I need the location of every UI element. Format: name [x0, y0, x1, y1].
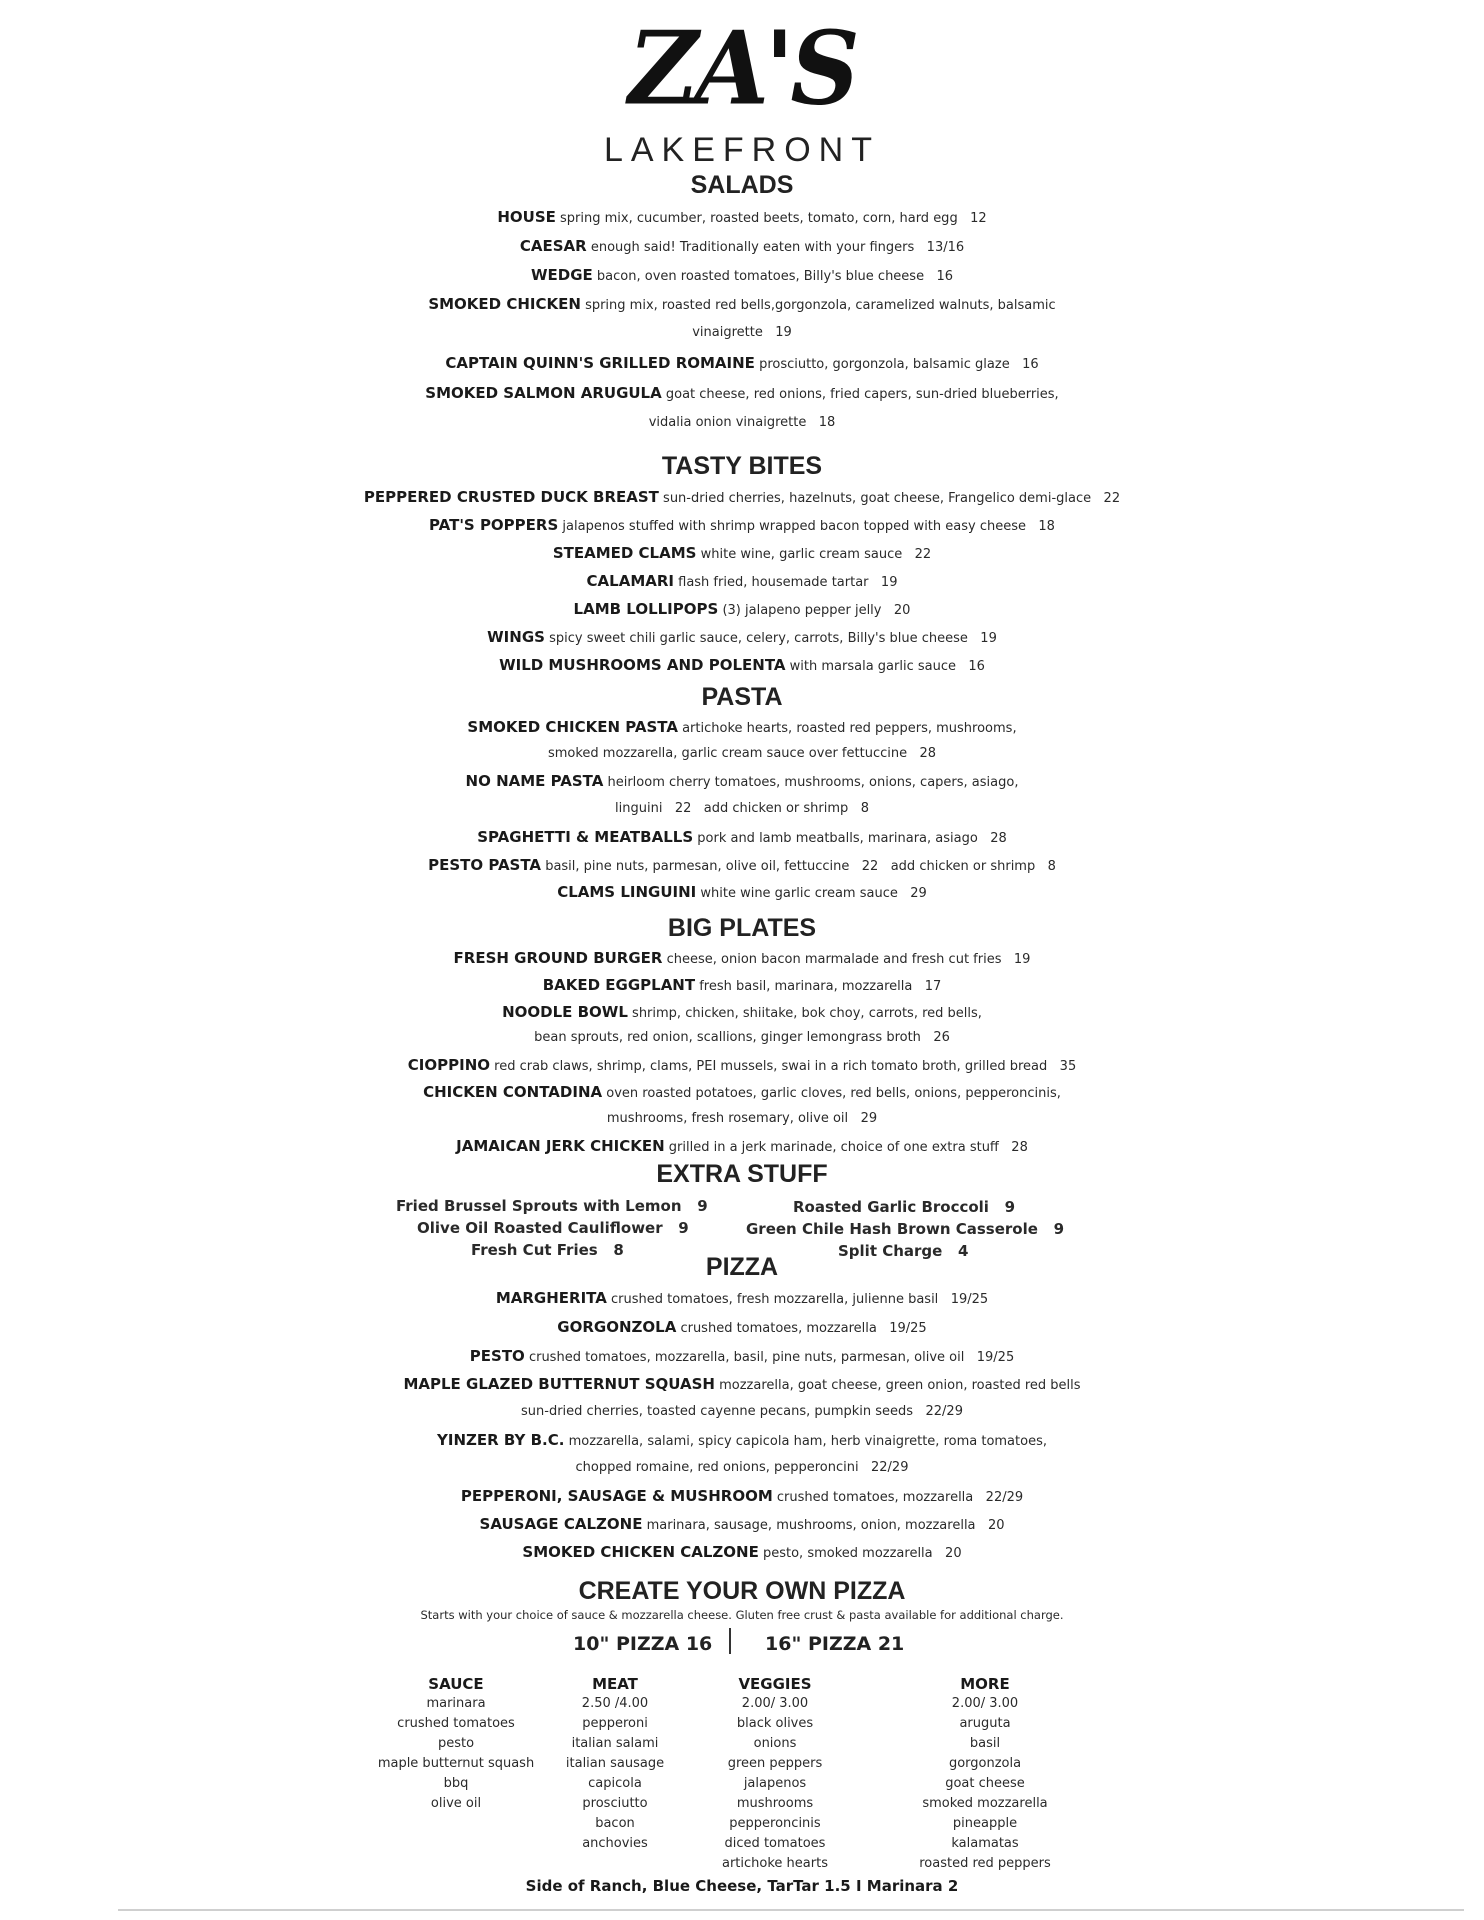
veggies-option: black olives [736, 1716, 814, 1731]
menu-item: STEAMED CLAMS white wine, garlic cream sauce 22 [552, 544, 932, 562]
meat-price: 2.50 /4.00 [581, 1696, 649, 1711]
menu-item: PAT'S POPPERS jalapenos stuffed with shrimp wrapped bacon topped with easy cheese 18 [429, 516, 1055, 534]
menu-item: PEPPERONI, SAUSAGE & MUSHROOM crushed tomatoes, mozzarella 22/29 [460, 1487, 1024, 1505]
menu-item-cont: bean sprouts, red onion, scallions, ginger lemongrass broth 26 [534, 1030, 950, 1045]
veggies-option: onions [753, 1736, 797, 1751]
create-pizza-heading: CREATE YOUR OWN PIZZA [578, 1577, 906, 1605]
menu-item-cont: mushrooms, fresh rosemary, olive oil 29 [606, 1111, 878, 1126]
menu-item: FRESH GROUND BURGER cheese, onion bacon marmalade and fresh cut fries 19 [453, 949, 1031, 967]
large-pizza-size: 16" PIZZA 21 [765, 1633, 905, 1655]
menu-item-cont: smoked mozzarella, garlic cream sauce over fettuccine 28 [547, 746, 937, 761]
menu-item-cont: linguini 22 add chicken or shrimp 8 [615, 801, 869, 816]
more-column [900, 1674, 1070, 1874]
menu-item: HOUSE spring mix, cucumber, roasted beets, tomato, corn, hard egg 12 [497, 208, 987, 226]
restaurant-tagline: LAKEFRONT [603, 131, 881, 169]
sauce-option: maple butternut squash [377, 1756, 535, 1771]
menu-item-cont: sun-dried cherries, toasted cayenne pecans, pumpkin seeds 22/29 [521, 1404, 963, 1419]
meat-header: MEAT [592, 1675, 638, 1693]
sides-footer: Side of Ranch, Blue Cheese, TarTar 1.5 I Marinara 2 [525, 1877, 959, 1895]
veggies-option: mushrooms [736, 1796, 814, 1811]
meat-option: pepperoni [582, 1716, 648, 1731]
veggies-option: green peppers [727, 1756, 823, 1771]
small-pizza-size: 10" PIZZA 16 [573, 1633, 713, 1655]
menu-item: WEDGE bacon, oven roasted tomatoes, Billy's blue cheese 16 [530, 266, 954, 284]
salads-heading: SALADS [690, 171, 794, 199]
menu-item: PEPPERED CRUSTED DUCK BREAST sun-dried cherries, hazelnuts, goat cheese, Frangelico demi-glace 22 [363, 488, 1121, 506]
veggies-price: 2.00/ 3.00 [741, 1696, 809, 1711]
extra-item: Fried Brussel Sprouts with Lemon 9 [396, 1197, 708, 1215]
menu-item-cont: vidalia onion vinaigrette 18 [648, 415, 836, 430]
menu-item: YINZER BY B.C. mozzarella, salami, spicy capicola ham, herb vinaigrette, roma tomatoes, [437, 1431, 1047, 1449]
more-price: 2.00/ 3.00 [951, 1696, 1019, 1711]
extra-stuff-heading: EXTRA STUFF [656, 1160, 828, 1188]
meat-option: prosciutto [582, 1796, 648, 1811]
sauce-option: pesto [437, 1736, 475, 1751]
extra-item: Split Charge 4 [838, 1242, 969, 1260]
menu-item: NOODLE BOWL shrimp, chicken, shiitake, bok choy, carrots, red bells, [502, 1003, 982, 1021]
menu-item: NO NAME PASTA heirloom cherry tomatoes, mushrooms, onions, capers, asiago, [465, 772, 1019, 790]
meat-option: italian salami [571, 1736, 659, 1751]
menu-item: CLAMS LINGUINI white wine garlic cream sauce 29 [557, 883, 927, 901]
more-option: roasted red peppers [919, 1856, 1051, 1871]
meat-column [555, 1674, 675, 1854]
menu-item: PESTO crushed tomatoes, mozzarella, basil, pine nuts, parmesan, olive oil 19/25 [469, 1347, 1015, 1365]
menu-item: LAMB LOLLIPOPS (3) jalapeno pepper jelly 20 [573, 600, 911, 618]
meat-option: italian sausage [565, 1756, 665, 1771]
menu-item: SMOKED CHICKEN CALZONE pesto, smoked mozzarella 20 [522, 1543, 962, 1561]
menu-item: GORGONZOLA crushed tomatoes, mozzarella 19/25 [557, 1318, 927, 1336]
menu-item: BAKED EGGPLANT fresh basil, marinara, mozzarella 17 [542, 976, 942, 994]
more-option: kalamatas [951, 1836, 1019, 1851]
menu-item: MAPLE GLAZED BUTTERNUT SQUASH mozzarella, goat cheese, green onion, roasted red bells [403, 1375, 1081, 1393]
veggies-column [710, 1674, 840, 1874]
menu-item: CAESAR enough said! Traditionally eaten with your fingers 13/16 [519, 237, 965, 255]
menu-item: WILD MUSHROOMS AND POLENTA with marsala garlic sauce 16 [499, 656, 985, 674]
scan-edge-divider [118, 1909, 1464, 1911]
extra-item: Fresh Cut Fries 8 [471, 1241, 624, 1259]
extra-item: Green Chile Hash Brown Casserole 9 [746, 1220, 1065, 1238]
veggies-header: VEGGIES [738, 1675, 812, 1693]
more-option: smoked mozzarella [922, 1796, 1048, 1811]
menu-item-cont: vinaigrette 19 [692, 325, 792, 340]
sauce-column [366, 1674, 546, 1814]
menu-item: SMOKED SALMON ARUGULA goat cheese, red onions, fried capers, sun-dried blueberries, [425, 384, 1059, 402]
create-pizza-note: Starts with your choice of sauce & mozzarella cheese. Gluten free crust & pasta available for additional charge. [420, 1608, 1064, 1622]
menu-item: SAUSAGE CALZONE marinara, sausage, mushrooms, onion, mozzarella 20 [479, 1515, 1005, 1533]
size-divider [729, 1628, 731, 1654]
sauce-option: marinara [426, 1696, 486, 1711]
meat-option: capicola [588, 1776, 642, 1791]
more-option: gorgonzola [948, 1756, 1022, 1771]
menu-item: CIOPPINO red crab claws, shrimp, clams, PEI mussels, swai in a rich tomato broth, grilled bread 35 [407, 1056, 1077, 1074]
menu-item: CALAMARI flash fried, housemade tartar 19 [586, 572, 898, 590]
more-option: basil [969, 1736, 1001, 1751]
menu-item: SMOKED CHICKEN PASTA artichoke hearts, roasted red peppers, mushrooms, [467, 718, 1017, 736]
sauce-option: bbq [443, 1776, 469, 1791]
more-option: pineapple [952, 1816, 1018, 1831]
menu-item: SMOKED CHICKEN spring mix, roasted red bells,gorgonzola, caramelized walnuts, balsamic [428, 295, 1056, 313]
meat-option: bacon [595, 1816, 635, 1831]
sauce-header: SAUCE [428, 1675, 484, 1693]
tasty-bites-heading: TASTY BITES [661, 452, 823, 480]
pizza-heading: PIZZA [705, 1253, 779, 1281]
veggies-option: jalapenos [743, 1776, 807, 1791]
meat-option: anchovies [582, 1836, 648, 1851]
more-header: MORE [960, 1675, 1010, 1693]
menu-item: SPAGHETTI & MEATBALLS pork and lamb meatballs, marinara, asiago 28 [477, 828, 1007, 846]
menu-item: WINGS spicy sweet chili garlic sauce, celery, carrots, Billy's blue cheese 19 [487, 628, 997, 646]
menu-item: PESTO PASTA basil, pine nuts, parmesan, olive oil, fettuccine 22 add chicken or shrimp 8 [428, 856, 1056, 874]
veggies-option: pepperoncinis [729, 1816, 821, 1831]
menu-item: JAMAICAN JERK CHICKEN grilled in a jerk marinade, choice of one extra stuff 28 [456, 1137, 1028, 1155]
menu-item: MARGHERITA crushed tomatoes, fresh mozzarella, julienne basil 19/25 [495, 1289, 989, 1307]
menu-item: CHICKEN CONTADINA oven roasted potatoes, garlic cloves, red bells, onions, pepperoncinis, [423, 1083, 1061, 1101]
big-plates-heading: BIG PLATES [667, 914, 817, 942]
restaurant-logo: ZA'S [628, 9, 856, 128]
extra-item: Roasted Garlic Broccoli 9 [793, 1198, 1016, 1216]
extra-item: Olive Oil Roasted Cauliflower 9 [417, 1219, 689, 1237]
sauce-option: crushed tomatoes [397, 1716, 515, 1731]
menu-item: CAPTAIN QUINN'S GRILLED ROMAINE prosciutto, gorgonzola, balsamic glaze 16 [445, 354, 1039, 372]
pasta-heading: PASTA [701, 683, 783, 711]
menu-item-cont: chopped romaine, red onions, pepperoncini 22/29 [575, 1460, 909, 1475]
more-option: aruguta [959, 1716, 1011, 1731]
more-option: goat cheese [945, 1776, 1025, 1791]
sauce-option: olive oil [430, 1796, 482, 1811]
veggies-option: diced tomatoes [724, 1836, 826, 1851]
veggies-option: artichoke hearts [722, 1856, 828, 1871]
